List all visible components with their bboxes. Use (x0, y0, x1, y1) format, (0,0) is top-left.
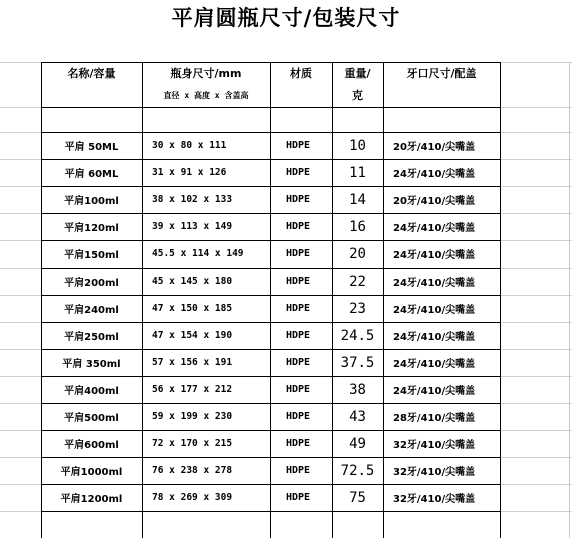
row-name: 平肩120ml (64, 223, 119, 234)
row-cap: 24牙/410/尖嘴盖 (393, 250, 476, 261)
row-name: 平肩1200ml (60, 494, 123, 505)
row-cap: 28牙/410/尖嘴盖 (393, 413, 476, 424)
row-material: HDPE (286, 194, 311, 205)
row-weight: 43 (349, 408, 366, 425)
header-name: 名称/容量 (67, 67, 116, 80)
row-weight: 38 (349, 381, 366, 398)
row-name: 平肩240ml (64, 305, 119, 316)
row-dimensions: 30 x 80 x 111 (152, 140, 227, 151)
row-material: HDPE (286, 384, 311, 395)
row-weight: 37.5 (340, 354, 375, 371)
row-weight: 16 (349, 218, 366, 235)
row-material: HDPE (286, 167, 311, 178)
row-material: HDPE (286, 357, 311, 368)
header-material: 材质 (290, 67, 312, 80)
row-cap: 24牙/410/尖嘴盖 (393, 332, 476, 343)
row-divider (41, 511, 500, 512)
row-name: 平肩 350ml (62, 359, 121, 370)
row-divider (41, 62, 500, 63)
header-dims: 瓶身尺寸/mm (170, 67, 242, 80)
row-dimensions: 57 x 156 x 191 (152, 357, 233, 368)
row-name: 平肩100ml (64, 196, 119, 207)
row-material: HDPE (286, 438, 311, 449)
row-name: 平肩250ml (64, 332, 119, 343)
row-cap: 24牙/410/尖嘴盖 (393, 278, 476, 289)
header-dims-sub: 直径 x 高度 x 含盖高 (163, 90, 249, 100)
row-dimensions: 31 x 91 x 126 (152, 167, 227, 178)
row-cap: 24牙/410/尖嘴盖 (393, 169, 476, 180)
row-cap: 24牙/410/尖嘴盖 (393, 223, 476, 234)
row-name: 平肩500ml (64, 413, 119, 424)
row-dimensions: 59 x 199 x 230 (152, 411, 233, 422)
row-dimensions: 72 x 170 x 215 (152, 438, 233, 449)
row-material: HDPE (286, 140, 311, 151)
row-cap: 24牙/410/尖嘴盖 (393, 305, 476, 316)
row-name: 平肩1000ml (60, 467, 123, 478)
row-cap: 32牙/410/尖嘴盖 (393, 494, 476, 505)
row-material: HDPE (286, 330, 311, 341)
row-name: 平肩400ml (64, 386, 119, 397)
header-cap: 牙口尺寸/配盖 (406, 67, 477, 80)
row-weight: 10 (349, 137, 366, 154)
row-cap: 32牙/410/尖嘴盖 (393, 440, 476, 451)
page-title: 平肩圆瓶尺寸/包装尺寸 (171, 5, 401, 30)
row-name: 平肩 60ML (64, 169, 119, 180)
row-dimensions: 56 x 177 x 212 (152, 384, 233, 395)
row-cap: 20牙/410/尖嘴盖 (393, 196, 476, 207)
row-cap: 24牙/410/尖嘴盖 (393, 386, 476, 397)
row-divider (41, 107, 500, 108)
row-name: 平肩600ml (64, 440, 119, 451)
row-material: HDPE (286, 492, 311, 503)
row-material: HDPE (286, 221, 311, 232)
row-dimensions: 78 x 269 x 309 (152, 492, 233, 503)
row-dimensions: 47 x 154 x 190 (152, 330, 233, 341)
row-weight: 23 (349, 300, 366, 317)
row-name: 平肩 50ML (64, 142, 119, 153)
header-weight-line1: 重量/ (344, 67, 371, 80)
row-dimensions: 45 x 145 x 180 (152, 276, 233, 287)
column-divider (569, 62, 570, 538)
row-material: HDPE (286, 465, 311, 476)
row-name: 平肩200ml (64, 278, 119, 289)
row-dimensions: 38 x 102 x 133 (152, 194, 233, 205)
row-dimensions: 45.5 x 114 x 149 (152, 248, 244, 259)
row-dimensions: 76 x 238 x 278 (152, 465, 233, 476)
row-material: HDPE (286, 411, 311, 422)
row-dimensions: 47 x 150 x 185 (152, 303, 233, 314)
row-dimensions: 39 x 113 x 149 (152, 221, 233, 232)
row-weight: 24.5 (340, 327, 375, 344)
row-material: HDPE (286, 303, 311, 314)
row-weight: 75 (349, 489, 366, 506)
row-weight: 11 (349, 164, 366, 181)
row-name: 平肩150ml (64, 250, 119, 261)
row-cap: 20牙/410/尖嘴盖 (393, 142, 476, 153)
row-weight: 72.5 (340, 462, 375, 479)
row-cap: 24牙/410/尖嘴盖 (393, 359, 476, 370)
row-weight: 22 (349, 273, 366, 290)
row-material: HDPE (286, 248, 311, 259)
row-material: HDPE (286, 276, 311, 287)
row-weight: 14 (349, 191, 366, 208)
header-weight-line2: 克 (352, 89, 363, 102)
row-cap: 32牙/410/尖嘴盖 (393, 467, 476, 478)
row-weight: 20 (349, 245, 366, 262)
row-weight: 49 (349, 435, 366, 452)
